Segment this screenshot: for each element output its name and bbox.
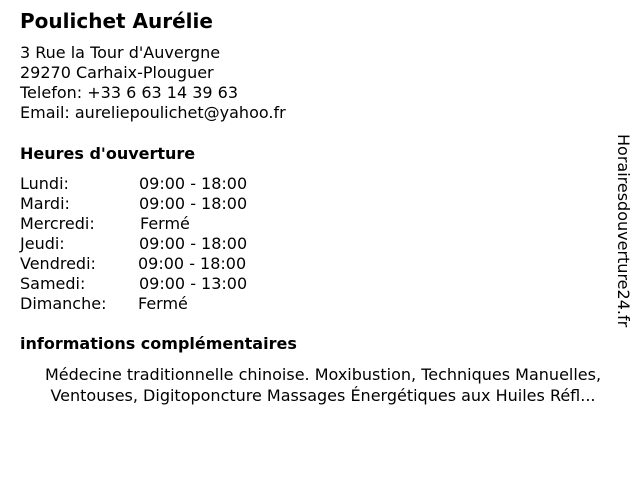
phone-number: Telefon: +33 6 63 14 39 63 xyxy=(20,83,239,102)
day-hours: Fermé xyxy=(140,214,190,233)
day-label: Mardi: xyxy=(20,194,70,213)
hours-row-monday xyxy=(20,174,248,194)
hours-row-tuesday xyxy=(20,194,248,214)
hours-row-friday xyxy=(20,254,247,274)
hours-row-thursday xyxy=(20,234,248,254)
hours-row-sunday xyxy=(20,294,188,314)
business-name: Poulichet Aurélie xyxy=(20,9,213,33)
additional-info-text: Médecine traditionnelle chinoise. Moxibustion, Techniques Manuelles, Ventouses, Digitoponcture Massages Énergétiques aux Huiles Réfl... xyxy=(44,365,602,405)
day-label: Lundi: xyxy=(20,174,69,193)
day-hours: 09:00 - 18:00 xyxy=(139,174,248,193)
day-label: Dimanche: xyxy=(20,294,107,313)
site-watermark: Horairesdouverture24.fr xyxy=(614,134,633,328)
email-address: Email: aureliepoulichet@yahoo.fr xyxy=(20,103,286,122)
opening-hours-heading: Heures d'ouverture xyxy=(20,144,196,163)
day-hours: 09:00 - 13:00 xyxy=(139,274,248,293)
day-label: Jeudi: xyxy=(20,234,65,253)
day-hours: 09:00 - 18:00 xyxy=(138,254,247,273)
hours-row-wednesday xyxy=(20,214,190,234)
day-hours: 09:00 - 18:00 xyxy=(139,234,248,253)
address-street: 3 Rue la Tour d'Auvergne xyxy=(20,43,221,62)
address-city: 29270 Carhaix-Plouguer xyxy=(20,63,214,82)
additional-info-heading: informations complémentaires xyxy=(20,334,297,353)
day-hours: 09:00 - 18:00 xyxy=(139,194,248,213)
day-label: Mercredi: xyxy=(20,214,95,233)
day-hours: Fermé xyxy=(138,294,188,313)
day-label: Vendredi: xyxy=(20,254,96,273)
hours-row-saturday xyxy=(20,274,248,294)
day-label: Samedi: xyxy=(20,274,86,293)
